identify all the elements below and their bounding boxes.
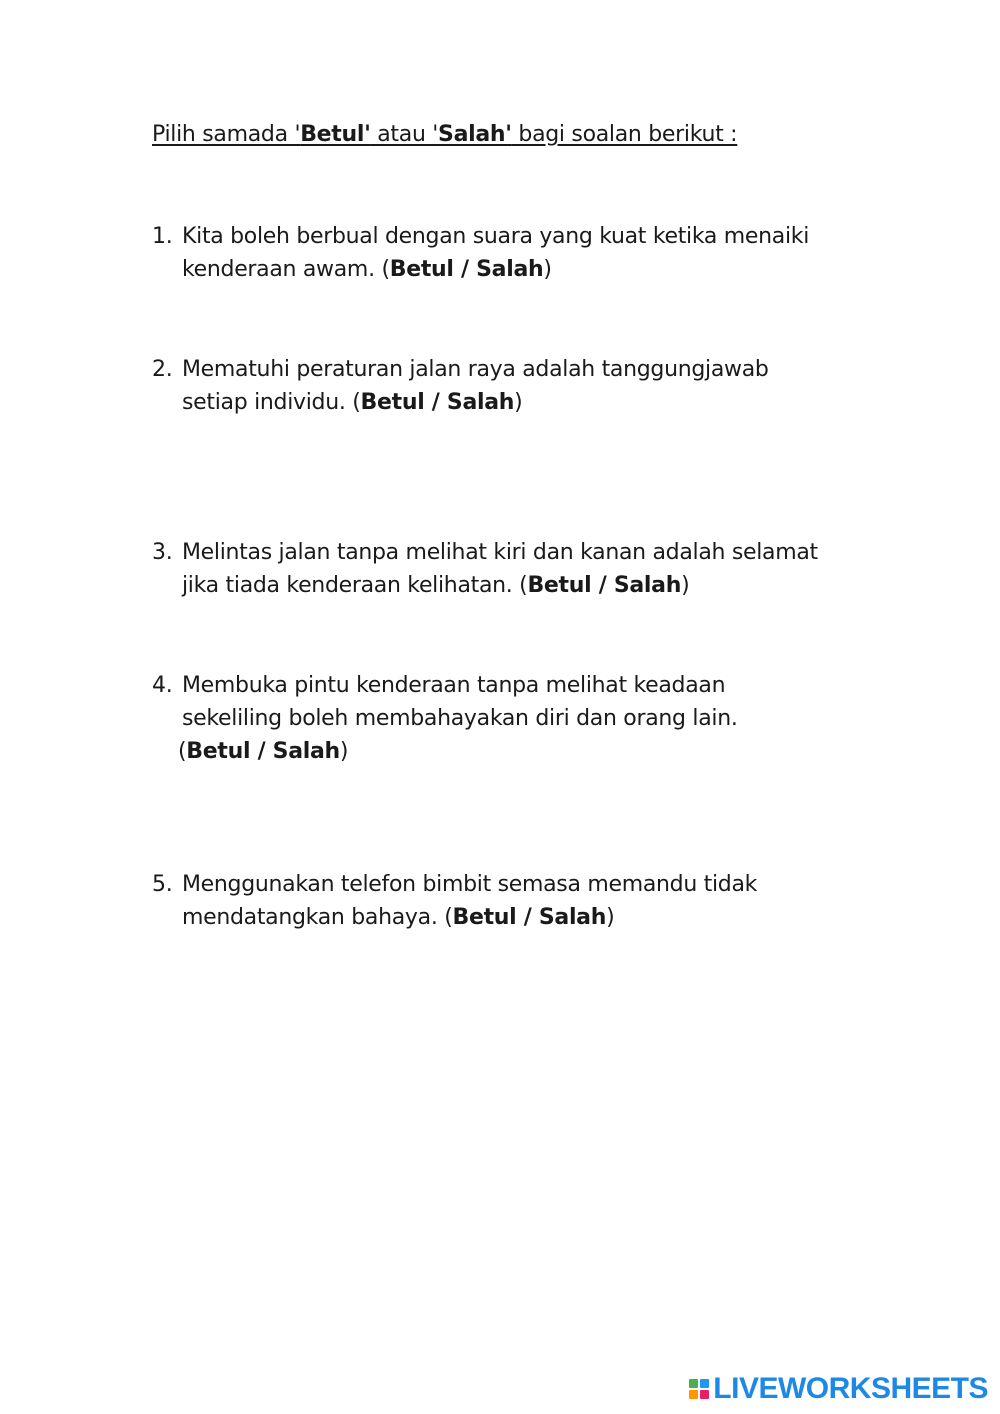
- question-3-number: 3.: [152, 540, 173, 565]
- instruction-text: [152, 122, 737, 147]
- question-5-options[interactable]: Betul / Salah: [452, 905, 607, 930]
- question-4-line-1: 4. Membuka pintu kenderaan tanpa melihat keadaan: [152, 669, 892, 702]
- logo-tile: [700, 1379, 709, 1388]
- question-4-number: 4.: [152, 673, 173, 698]
- logo-tile: [689, 1390, 698, 1399]
- instruction-betul: Betul': [300, 122, 371, 147]
- logo-text: LIVEWORKSHEETS: [713, 1372, 988, 1405]
- question-3-line-2: jika tiada kenderaan kelihatan. (Betul / Salah): [182, 573, 690, 598]
- question-5: [152, 868, 892, 934]
- question-1: [152, 220, 892, 286]
- question-2-options[interactable]: Betul / Salah: [360, 390, 515, 415]
- question-4-options[interactable]: Betul / Salah: [186, 739, 340, 764]
- question-2-number: 2.: [152, 357, 173, 382]
- question-4-line-3: (Betul / Salah): [178, 739, 349, 764]
- question-1-number: 1.: [152, 224, 173, 249]
- question-1-line-1: 1. Kita boleh berbual dengan suara yang kuat ketika menaiki: [152, 220, 892, 253]
- instruction-suffix: bagi soalan berikut :: [511, 122, 738, 147]
- logo-tile: [689, 1379, 698, 1388]
- instruction-salah: Salah': [438, 122, 512, 147]
- question-3-line-1: 3. Melintas jalan tanpa melihat kiri dan kanan adalah selamat: [152, 536, 892, 569]
- question-4: [152, 669, 892, 768]
- question-3-options[interactable]: Betul / Salah: [527, 573, 682, 598]
- question-5-number: 5.: [152, 872, 173, 897]
- logo-tile: [700, 1390, 709, 1399]
- question-2-line-1: 2. Mematuhi peraturan jalan raya adalah tanggungjawab: [152, 353, 892, 386]
- liveworksheets-logo: [689, 1372, 988, 1406]
- question-5-line-1: 5. Menggunakan telefon bimbit semasa memandu tidak: [152, 868, 892, 901]
- instruction-middle: atau ': [370, 122, 439, 147]
- question-2-line-2: setiap individu. (Betul / Salah): [182, 390, 523, 415]
- question-1-options[interactable]: Betul / Salah: [389, 257, 544, 282]
- question-3: [152, 536, 892, 602]
- question-4-line-2: sekeliling boleh membahayakan diri dan orang lain.: [182, 706, 738, 731]
- question-5-line-2: mendatangkan bahaya. (Betul / Salah): [182, 905, 615, 930]
- question-2: [152, 353, 892, 419]
- logo-mark-icon: [689, 1379, 709, 1399]
- instruction-prefix: Pilih samada ': [152, 122, 301, 147]
- question-1-line-2: kenderaan awam. (Betul / Salah): [182, 257, 552, 282]
